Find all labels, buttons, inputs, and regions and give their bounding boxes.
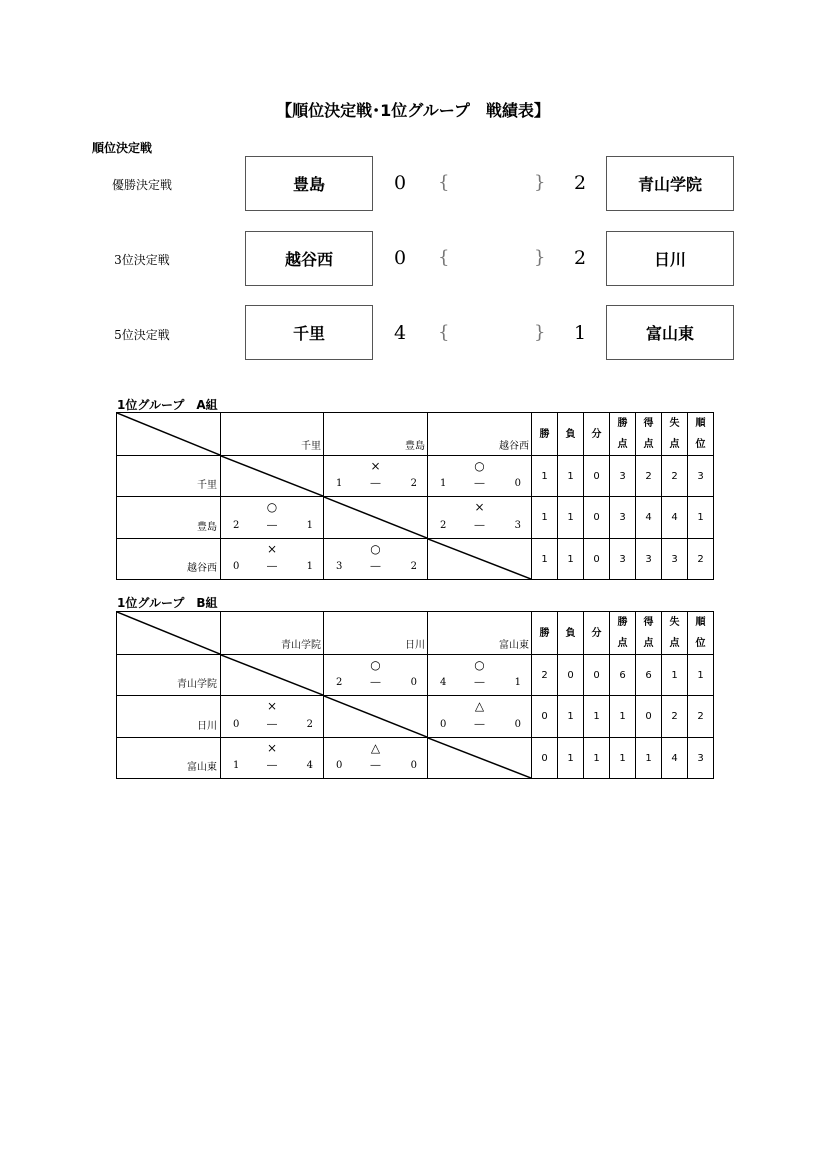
result-cell <box>324 655 428 696</box>
result-cell <box>221 497 324 539</box>
stat-losses: 1 <box>558 738 584 779</box>
page-title: 【順位決定戦･1位グループ 戦績表】 <box>276 101 550 120</box>
col-header-team: 豊島 <box>324 413 428 456</box>
table-row <box>117 456 714 497</box>
stat-losses: 1 <box>558 456 584 497</box>
stat-draws: 1 <box>584 696 610 738</box>
table-row <box>117 655 714 696</box>
score-dash: ― <box>474 677 485 688</box>
score-dash: ― <box>370 760 381 771</box>
score-right: 3 <box>514 520 521 531</box>
stat-wins: 0 <box>532 738 558 779</box>
stat-wins: 2 <box>532 655 558 696</box>
stat-goals-for: 0 <box>636 696 662 738</box>
result-mark: × <box>266 542 278 556</box>
diagonal-cell <box>428 539 532 580</box>
stat-goals-against: 4 <box>662 497 688 539</box>
stat-goals-for: 3 <box>636 539 662 580</box>
result-cell <box>324 456 428 497</box>
score-dash: ― <box>267 719 277 730</box>
match-label: 3位決定戦 <box>114 253 170 267</box>
score-right: 2 <box>410 561 417 572</box>
result-mark: ○ <box>266 500 278 514</box>
result-mark: × <box>370 459 381 473</box>
open-brace: { <box>438 322 450 343</box>
row-header-team: 越谷西 <box>117 539 221 580</box>
score-dash: ― <box>267 520 277 531</box>
match-label: 優勝決定戦 <box>111 178 172 192</box>
score-dash: ― <box>474 719 485 730</box>
result-mark: △ <box>474 699 485 713</box>
header-wins: 勝 <box>532 413 558 456</box>
score-left: 0 <box>233 719 240 730</box>
section-label: 順位決定戦 <box>92 141 153 155</box>
header-points: 勝 点 <box>610 612 636 655</box>
header-losses: 負 <box>558 413 584 456</box>
header-goals-against: 失 点 <box>662 612 688 655</box>
result-cell <box>428 497 532 539</box>
result-cell <box>221 696 324 738</box>
header-points: 勝 点 <box>610 413 636 456</box>
header-losses: 負 <box>558 612 584 655</box>
score-dash: ― <box>370 561 381 572</box>
score-left: 3 <box>336 561 343 572</box>
score-right: 1 <box>514 677 521 688</box>
group-a-title: 1位グループ A組 <box>117 398 218 412</box>
score-left: 0 <box>440 719 447 730</box>
score-dash: ― <box>267 561 277 572</box>
score-right: 0 <box>514 719 521 730</box>
score-right: 2 <box>410 478 417 489</box>
result-mark: ○ <box>370 658 381 672</box>
score-dash: ― <box>474 478 485 489</box>
score-dash: ― <box>267 760 277 771</box>
score-left: 2 <box>440 520 447 531</box>
table-row <box>117 497 714 539</box>
team1-box: 越谷西 <box>245 231 373 286</box>
result-mark: × <box>266 741 278 755</box>
diagonal-cell <box>221 655 324 696</box>
stat-goals-against: 2 <box>662 456 688 497</box>
score-left: 1 <box>440 478 447 489</box>
stat-points: 1 <box>610 738 636 779</box>
score-left: 4 <box>440 677 447 688</box>
corner-cell <box>117 612 221 655</box>
close-brace: } <box>534 247 546 268</box>
corner-cell <box>117 413 221 456</box>
header-rank: 順 位 <box>688 612 714 655</box>
stat-goals-for: 2 <box>636 456 662 497</box>
stat-rank: 1 <box>688 655 714 696</box>
stat-draws: 1 <box>584 738 610 779</box>
col-header-team: 千里 <box>221 413 324 456</box>
score-left: 1 <box>336 478 343 489</box>
score-dash: ― <box>474 520 485 531</box>
row-header-team: 富山東 <box>117 738 221 779</box>
row-header-team: 青山学院 <box>117 655 221 696</box>
score-dash: ― <box>370 677 381 688</box>
result-cell <box>324 738 428 779</box>
result-mark: × <box>474 500 485 514</box>
stat-points: 6 <box>610 655 636 696</box>
score-right: 4 <box>306 760 313 771</box>
stat-wins: 1 <box>532 539 558 580</box>
stat-goals-against: 1 <box>662 655 688 696</box>
group-b-title: 1位グループ B組 <box>117 596 218 610</box>
score-left: 0 <box>336 760 343 771</box>
stat-losses: 1 <box>558 497 584 539</box>
header-goals-against: 失 点 <box>662 413 688 456</box>
team2-box: 富山東 <box>606 305 734 360</box>
stat-goals-for: 4 <box>636 497 662 539</box>
header-goals-for: 得 点 <box>636 612 662 655</box>
col-header-team: 青山学院 <box>221 612 324 655</box>
stat-points: 3 <box>610 456 636 497</box>
stat-points: 1 <box>610 696 636 738</box>
stat-goals-for: 1 <box>636 738 662 779</box>
group-a-table <box>116 412 714 580</box>
result-mark: ○ <box>370 542 381 556</box>
result-cell <box>428 456 532 497</box>
score-left: 2 <box>336 677 343 688</box>
result-mark: △ <box>370 741 381 755</box>
header-wins: 勝 <box>532 612 558 655</box>
team2-box: 青山学院 <box>606 156 734 211</box>
score-right: 0 <box>410 760 417 771</box>
header-draws: 分 <box>584 612 610 655</box>
open-brace: { <box>438 247 450 268</box>
stat-rank: 3 <box>688 456 714 497</box>
col-header-team: 日川 <box>324 612 428 655</box>
result-cell <box>324 539 428 580</box>
stat-losses: 0 <box>558 655 584 696</box>
table-row <box>117 696 714 738</box>
score-dash: ― <box>370 478 381 489</box>
row-header-team: 千里 <box>117 456 221 497</box>
score2: 2 <box>573 247 587 269</box>
score1: 4 <box>393 322 407 344</box>
score1: 0 <box>393 172 407 194</box>
stat-wins: 1 <box>532 497 558 539</box>
diagonal-cell <box>221 456 324 497</box>
stat-draws: 0 <box>584 539 610 580</box>
header-rank: 順 位 <box>688 413 714 456</box>
stat-goals-for: 6 <box>636 655 662 696</box>
stat-points: 3 <box>610 539 636 580</box>
score-right: 0 <box>410 677 417 688</box>
row-header-team: 豊島 <box>117 497 221 539</box>
stat-goals-against: 3 <box>662 539 688 580</box>
stat-losses: 1 <box>558 696 584 738</box>
stat-wins: 1 <box>532 456 558 497</box>
table-row <box>117 539 714 580</box>
diagonal-cell <box>324 497 428 539</box>
result-cell <box>428 696 532 738</box>
col-header-team: 越谷西 <box>428 413 532 456</box>
team1-box: 豊島 <box>245 156 373 211</box>
stat-rank: 2 <box>688 539 714 580</box>
header-goals-for: 得 点 <box>636 413 662 456</box>
result-cell <box>221 539 324 580</box>
group-b-table <box>116 611 714 779</box>
close-brace: } <box>534 172 546 193</box>
stat-goals-against: 2 <box>662 696 688 738</box>
row-header-team: 日川 <box>117 696 221 738</box>
diagonal-cell <box>324 696 428 738</box>
score-right: 1 <box>306 561 313 572</box>
score1: 0 <box>393 247 407 269</box>
close-brace: } <box>534 322 546 343</box>
stat-wins: 0 <box>532 696 558 738</box>
stat-points: 3 <box>610 497 636 539</box>
score2: 2 <box>573 172 587 194</box>
stat-draws: 0 <box>584 497 610 539</box>
stat-draws: 0 <box>584 456 610 497</box>
col-header-team: 富山東 <box>428 612 532 655</box>
stat-losses: 1 <box>558 539 584 580</box>
open-brace: { <box>438 172 450 193</box>
match-label: 5位決定戦 <box>114 328 170 342</box>
result-cell <box>428 655 532 696</box>
stat-rank: 2 <box>688 696 714 738</box>
score2: 1 <box>573 322 587 344</box>
score-left: 2 <box>233 520 240 531</box>
team2-box: 日川 <box>606 231 734 286</box>
result-mark: × <box>266 699 278 713</box>
score-right: 1 <box>306 520 313 531</box>
stat-goals-against: 4 <box>662 738 688 779</box>
score-right: 2 <box>306 719 313 730</box>
score-right: 0 <box>514 478 521 489</box>
diagonal-cell <box>428 738 532 779</box>
team1-box: 千里 <box>245 305 373 360</box>
score-left: 1 <box>233 760 240 771</box>
result-mark: ○ <box>474 658 485 672</box>
result-mark: ○ <box>474 459 485 473</box>
stat-draws: 0 <box>584 655 610 696</box>
table-row <box>117 738 714 779</box>
result-cell <box>221 738 324 779</box>
header-draws: 分 <box>584 413 610 456</box>
score-left: 0 <box>233 561 240 572</box>
stat-rank: 3 <box>688 738 714 779</box>
stat-rank: 1 <box>688 497 714 539</box>
